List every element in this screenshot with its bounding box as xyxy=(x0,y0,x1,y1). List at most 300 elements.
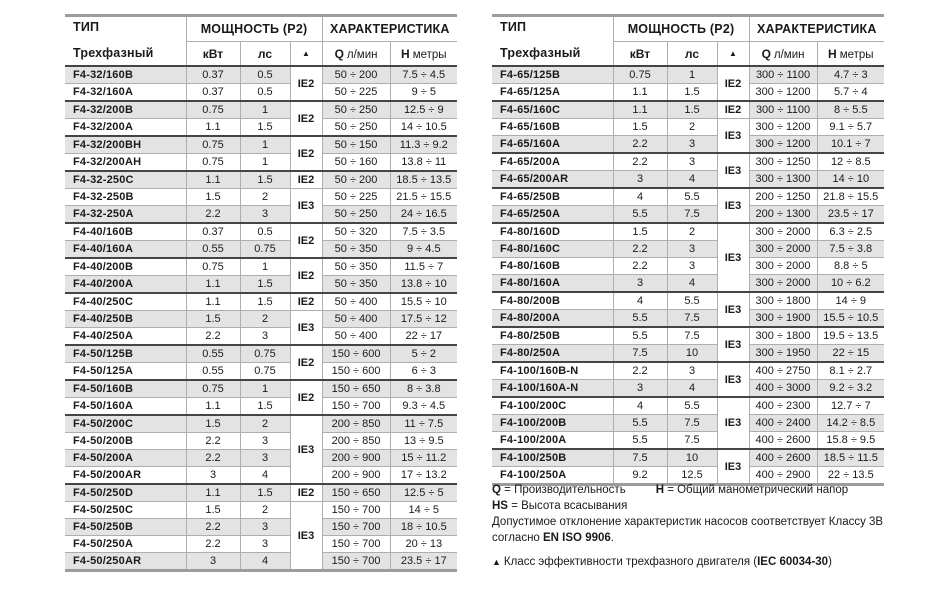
pump-family-group xyxy=(492,449,884,485)
power-kw: 1.1 xyxy=(186,484,240,502)
power-hp: 3 xyxy=(667,241,717,258)
h-label: H xyxy=(655,484,664,496)
table-row xyxy=(65,433,457,450)
flow-range: 150 ÷ 700 xyxy=(322,502,390,519)
efficiency-class: IE3 xyxy=(717,449,749,485)
power-kw: 1.1 xyxy=(186,276,240,294)
table-row xyxy=(65,398,457,416)
flow-range: 300 ÷ 2000 xyxy=(749,258,817,275)
pump-type: F4-32/200B xyxy=(65,101,186,119)
power-hp: 1 xyxy=(240,101,290,119)
q-label: Q xyxy=(492,484,501,496)
head-range: 13.8 ÷ 11 xyxy=(390,154,457,172)
head-range: 12 ÷ 8.5 xyxy=(817,153,884,171)
power-hp: 0.5 xyxy=(240,66,290,84)
power-kw: 2.2 xyxy=(613,362,667,380)
power-hp: 3 xyxy=(240,433,290,450)
efficiency-class: IE2 xyxy=(290,66,322,101)
power-column-header: МОЩНОСТЬ (P2) xyxy=(613,16,749,42)
table-row xyxy=(65,363,457,381)
head-range: 20 ÷ 13 xyxy=(390,536,457,553)
flow-range: 50 ÷ 400 xyxy=(322,311,390,328)
pump-type: F4-65/160C xyxy=(492,101,613,119)
table-row xyxy=(65,467,457,485)
table-row xyxy=(492,136,884,154)
flow-range: 50 ÷ 400 xyxy=(322,293,390,311)
table-header xyxy=(65,16,457,67)
head-symbol: H xyxy=(401,46,410,61)
power-kw: 1.5 xyxy=(613,223,667,241)
power-kw: 3 xyxy=(186,467,240,485)
type-subtitle: Трехфазный xyxy=(500,46,581,60)
flow-range: 200 ÷ 900 xyxy=(322,467,390,485)
footnote-efficiency xyxy=(492,554,944,570)
power-kw: 2.2 xyxy=(186,519,240,536)
table-row xyxy=(492,171,884,189)
power-hp: 1 xyxy=(240,154,290,172)
pump-type: F4-32-250B xyxy=(65,189,186,206)
power-hp: 1.5 xyxy=(667,101,717,119)
power-kw: 1.5 xyxy=(613,119,667,136)
flow-symbol: Q xyxy=(334,46,344,61)
efficiency-class: IE2 xyxy=(290,484,322,502)
head-range: 10.1 ÷ 7 xyxy=(817,136,884,154)
flow-range: 50 ÷ 150 xyxy=(322,136,390,154)
table-row xyxy=(65,171,457,189)
table-row xyxy=(492,223,884,241)
flow-range: 150 ÷ 700 xyxy=(322,519,390,536)
pump-type: F4-40/250A xyxy=(65,328,186,346)
pump-family-group xyxy=(492,66,884,101)
table-row xyxy=(65,189,457,206)
pump-family-group xyxy=(492,223,884,292)
pump-family-group xyxy=(65,171,457,223)
flow-column-header xyxy=(749,42,817,67)
efficiency-class: IE2 xyxy=(290,345,322,380)
head-unit: метры xyxy=(412,48,447,61)
power-hp: 1 xyxy=(240,136,290,154)
power-hp: 5.5 xyxy=(667,397,717,415)
table-row xyxy=(65,66,457,84)
flow-range: 50 ÷ 320 xyxy=(322,223,390,241)
power-kw: 1.5 xyxy=(186,502,240,519)
head-range: 21.5 ÷ 15.5 xyxy=(390,189,457,206)
power-hp: 1 xyxy=(240,258,290,276)
power-hp: 3 xyxy=(240,519,290,536)
tolerance-post: . xyxy=(610,532,614,544)
table-row xyxy=(492,241,884,258)
power-kw: 2.2 xyxy=(613,241,667,258)
head-range: 13.8 ÷ 10 xyxy=(390,276,457,294)
head-column-header xyxy=(817,42,884,67)
table-row xyxy=(492,345,884,363)
power-kw: 1.1 xyxy=(613,84,667,102)
table-row xyxy=(492,310,884,328)
power-hp: 1 xyxy=(667,66,717,84)
power-kw: 0.55 xyxy=(186,345,240,363)
pump-type: F4-80/250A xyxy=(492,345,613,363)
flow-range: 200 ÷ 850 xyxy=(322,433,390,450)
pump-type: F4-65/160A xyxy=(492,136,613,154)
table-row xyxy=(65,553,457,571)
efficiency-triangle-icon: ▲ xyxy=(717,42,749,67)
table-row xyxy=(65,276,457,294)
pump-type: F4-80/160C xyxy=(492,241,613,258)
flow-range: 300 ÷ 1800 xyxy=(749,292,817,310)
power-kw: 0.37 xyxy=(186,66,240,84)
pump-type: F4-50/250D xyxy=(65,484,186,502)
efficiency-class: IE3 xyxy=(290,189,322,224)
head-range: 9 ÷ 5 xyxy=(390,84,457,102)
table-row xyxy=(492,449,884,467)
table-row xyxy=(492,362,884,380)
power-hp: 1.5 xyxy=(240,276,290,294)
flow-range: 400 ÷ 2750 xyxy=(749,362,817,380)
head-range: 15 ÷ 11.2 xyxy=(390,450,457,467)
pump-type: F4-32-250A xyxy=(65,206,186,224)
footnote-tolerance-line1: Допустимое отклонение характеристик насосов соответствует Классу 3В xyxy=(492,516,884,528)
pump-type: F4-100/160B-N xyxy=(492,362,613,380)
flow-range: 300 ÷ 2000 xyxy=(749,223,817,241)
table-row xyxy=(65,206,457,224)
flow-range: 400 ÷ 2400 xyxy=(749,415,817,432)
type-subtitle: Трехфазный xyxy=(73,46,154,60)
power-kw: 2.2 xyxy=(186,328,240,346)
efficiency-class: IE3 xyxy=(717,188,749,223)
efficiency-class: IE2 xyxy=(290,171,322,189)
power-column-header: МОЩНОСТЬ (P2) xyxy=(186,16,322,42)
pump-type: F4-50/200C xyxy=(65,415,186,433)
power-hp: 0.75 xyxy=(240,363,290,381)
table-row xyxy=(492,380,884,398)
pump-family-group xyxy=(65,66,457,101)
power-kw: 1.1 xyxy=(186,119,240,137)
pump-family-group xyxy=(65,380,457,415)
head-range: 9 ÷ 4.5 xyxy=(390,241,457,259)
type-title: ТИП xyxy=(500,20,527,34)
power-hp: 7.5 xyxy=(667,415,717,432)
pump-type: F4-65/125B xyxy=(492,66,613,84)
flow-range: 200 ÷ 850 xyxy=(322,415,390,433)
flow-range: 300 ÷ 1300 xyxy=(749,171,817,189)
efficiency-class: IE2 xyxy=(290,101,322,136)
pump-type: F4-50/125B xyxy=(65,345,186,363)
type-column-header xyxy=(65,16,186,67)
efficiency-pre: Класс эффективности трехфазного двигателя ( xyxy=(503,556,758,568)
head-range: 5 ÷ 2 xyxy=(390,345,457,363)
head-range: 17 ÷ 13.2 xyxy=(390,467,457,485)
head-range: 22 ÷ 13.5 xyxy=(817,467,884,485)
flow-range: 300 ÷ 2000 xyxy=(749,241,817,258)
flow-unit: л/мин xyxy=(773,48,805,61)
efficiency-class: IE2 xyxy=(290,258,322,293)
table-row xyxy=(65,536,457,553)
power-hp: 0.5 xyxy=(240,223,290,241)
efficiency-standard: IEC 60034-30 xyxy=(757,556,829,568)
pump-table-right-container xyxy=(492,14,884,486)
head-range: 14 ÷ 10 xyxy=(817,171,884,189)
power-hp: 12.5 xyxy=(667,467,717,485)
efficiency-class: IE2 xyxy=(290,293,322,311)
pump-type: F4-50/250AR xyxy=(65,553,186,571)
head-range: 8 ÷ 5.5 xyxy=(817,101,884,119)
power-kw: 2.2 xyxy=(186,536,240,553)
head-range: 15.8 ÷ 9.5 xyxy=(817,432,884,450)
flow-range: 150 ÷ 600 xyxy=(322,345,390,363)
power-kw: 1.1 xyxy=(613,101,667,119)
power-kw: 0.75 xyxy=(186,380,240,398)
flow-range: 300 ÷ 2000 xyxy=(749,275,817,293)
head-range: 13 ÷ 9.5 xyxy=(390,433,457,450)
table-row xyxy=(492,206,884,224)
pump-family-group xyxy=(65,345,457,380)
head-range: 15.5 ÷ 10.5 xyxy=(817,310,884,328)
power-kw: 7.5 xyxy=(613,345,667,363)
power-kw: 4 xyxy=(613,292,667,310)
power-hp: 0.75 xyxy=(240,241,290,259)
flow-range: 50 ÷ 250 xyxy=(322,206,390,224)
table-row xyxy=(65,311,457,328)
power-kw: 9.2 xyxy=(613,467,667,485)
pump-family-group xyxy=(492,292,884,327)
head-range: 9.2 ÷ 3.2 xyxy=(817,380,884,398)
power-hp: 1.5 xyxy=(240,484,290,502)
pump-type: F4-80/200A xyxy=(492,310,613,328)
table-row xyxy=(65,223,457,241)
pump-type: F4-32-250C xyxy=(65,171,186,189)
table-row xyxy=(65,154,457,172)
flow-range: 200 ÷ 1300 xyxy=(749,206,817,224)
table-row xyxy=(492,84,884,102)
power-kw: 5.5 xyxy=(613,432,667,450)
table-header xyxy=(492,16,884,67)
flow-range: 150 ÷ 600 xyxy=(322,363,390,381)
table-row xyxy=(65,519,457,536)
flow-range: 400 ÷ 3000 xyxy=(749,380,817,398)
power-kw: 3 xyxy=(186,553,240,571)
flow-range: 150 ÷ 700 xyxy=(322,398,390,416)
pump-type: F4-100/160A-N xyxy=(492,380,613,398)
power-kw: 2.2 xyxy=(613,153,667,171)
power-hp: 1.5 xyxy=(240,398,290,416)
pump-family-group xyxy=(65,101,457,136)
table-row xyxy=(65,484,457,502)
head-range: 22 ÷ 17 xyxy=(390,328,457,346)
pump-type: F4-100/250A xyxy=(492,467,613,485)
pump-type: F4-32/200AH xyxy=(65,154,186,172)
pump-type: F4-40/200B xyxy=(65,258,186,276)
head-range: 22 ÷ 15 xyxy=(817,345,884,363)
hs-definition: = Высота всасывания xyxy=(511,500,628,512)
power-kw: 1.5 xyxy=(186,311,240,328)
pump-type: F4-32/160B xyxy=(65,66,186,84)
table-row xyxy=(65,101,457,119)
power-hp: 2 xyxy=(667,223,717,241)
efficiency-class: IE3 xyxy=(717,327,749,362)
flow-range: 50 ÷ 200 xyxy=(322,66,390,84)
power-hp: 5.5 xyxy=(667,292,717,310)
flow-symbol: Q xyxy=(761,46,771,61)
pump-type: F4-32/200A xyxy=(65,119,186,137)
flow-range: 50 ÷ 350 xyxy=(322,241,390,259)
power-kw: 0.75 xyxy=(613,66,667,84)
power-hp: 3 xyxy=(240,536,290,553)
pump-type: F4-80/160D xyxy=(492,223,613,241)
power-hp: 3 xyxy=(667,362,717,380)
table-row xyxy=(492,66,884,84)
power-kw: 0.37 xyxy=(186,223,240,241)
table-row xyxy=(492,275,884,293)
table-row xyxy=(492,327,884,345)
power-kw: 3 xyxy=(613,171,667,189)
head-range: 8.8 ÷ 5 xyxy=(817,258,884,275)
power-hp: 7.5 xyxy=(667,206,717,224)
q-definition: = Производительность xyxy=(504,484,626,496)
pump-type: F4-40/200A xyxy=(65,276,186,294)
head-range: 11.3 ÷ 9.2 xyxy=(390,136,457,154)
power-kw: 1.1 xyxy=(186,171,240,189)
head-range: 14 ÷ 10.5 xyxy=(390,119,457,137)
head-column-header xyxy=(390,42,457,67)
head-range: 24 ÷ 16.5 xyxy=(390,206,457,224)
flow-range: 50 ÷ 400 xyxy=(322,328,390,346)
pump-type: F4-50/160A xyxy=(65,398,186,416)
tolerance-standard: EN ISO 9906 xyxy=(543,532,611,544)
pump-family-group xyxy=(65,484,457,571)
pump-type: F4-50/160B xyxy=(65,380,186,398)
power-hp: 1 xyxy=(240,380,290,398)
head-range: 7.5 ÷ 3.5 xyxy=(390,223,457,241)
power-hp: 2 xyxy=(240,502,290,519)
flow-range: 200 ÷ 900 xyxy=(322,450,390,467)
pump-type: F4-100/200C xyxy=(492,397,613,415)
table-row xyxy=(492,258,884,275)
efficiency-class: IE2 xyxy=(290,223,322,258)
pump-type: F4-50/250A xyxy=(65,536,186,553)
head-range: 7.5 ÷ 4.5 xyxy=(390,66,457,84)
table-row xyxy=(492,153,884,171)
power-kw: 1.5 xyxy=(186,189,240,206)
table-row xyxy=(65,293,457,311)
efficiency-class: IE3 xyxy=(290,311,322,346)
power-kw: 0.55 xyxy=(186,241,240,259)
flow-range: 300 ÷ 1250 xyxy=(749,153,817,171)
pump-type: F4-50/250B xyxy=(65,519,186,536)
pump-type: F4-40/160A xyxy=(65,241,186,259)
head-range: 11 ÷ 7.5 xyxy=(390,415,457,433)
flow-range: 400 ÷ 2900 xyxy=(749,467,817,485)
flow-range: 300 ÷ 1200 xyxy=(749,136,817,154)
flow-range: 300 ÷ 1200 xyxy=(749,119,817,136)
pump-type: F4-65/200A xyxy=(492,153,613,171)
efficiency-post: ) xyxy=(828,556,832,568)
head-range: 10 ÷ 6.2 xyxy=(817,275,884,293)
pump-type: F4-40/250B xyxy=(65,311,186,328)
efficiency-class: IE2 xyxy=(717,101,749,119)
power-hp: 3 xyxy=(667,153,717,171)
table-row xyxy=(492,432,884,450)
efficiency-class: IE3 xyxy=(717,397,749,449)
footnote-q xyxy=(492,482,626,498)
head-range: 11.5 ÷ 7 xyxy=(390,258,457,276)
head-range: 21.8 ÷ 15.5 xyxy=(817,188,884,206)
head-range: 8 ÷ 3.8 xyxy=(390,380,457,398)
table-row xyxy=(65,258,457,276)
head-range: 6 ÷ 3 xyxy=(390,363,457,381)
flow-range: 150 ÷ 650 xyxy=(322,484,390,502)
efficiency-class: IE3 xyxy=(717,119,749,154)
kw-column-header: кВт xyxy=(613,42,667,67)
flow-range: 50 ÷ 225 xyxy=(322,189,390,206)
pump-family-group xyxy=(492,153,884,188)
power-kw: 2.2 xyxy=(186,450,240,467)
power-kw: 5.5 xyxy=(613,206,667,224)
head-range: 7.5 ÷ 3.8 xyxy=(817,241,884,258)
power-kw: 5.5 xyxy=(613,415,667,432)
power-hp: 7.5 xyxy=(667,432,717,450)
power-hp: 4 xyxy=(240,467,290,485)
power-kw: 0.75 xyxy=(186,136,240,154)
flow-range: 300 ÷ 1800 xyxy=(749,327,817,345)
power-hp: 0.75 xyxy=(240,345,290,363)
pump-type: F4-80/160A xyxy=(492,275,613,293)
pump-type: F4-50/200B xyxy=(65,433,186,450)
table-row xyxy=(65,450,457,467)
flow-range: 300 ÷ 1950 xyxy=(749,345,817,363)
efficiency-class: IE3 xyxy=(290,415,322,484)
pump-type: F4-80/160B xyxy=(492,258,613,275)
power-kw: 2.2 xyxy=(613,258,667,275)
flow-range: 150 ÷ 700 xyxy=(322,536,390,553)
power-kw: 3 xyxy=(613,380,667,398)
pump-table-left xyxy=(65,14,457,572)
pump-type: F4-80/200B xyxy=(492,292,613,310)
pump-family-group xyxy=(65,293,457,345)
flow-unit: л/мин xyxy=(346,48,378,61)
table-row xyxy=(65,241,457,259)
power-hp: 1.5 xyxy=(240,119,290,137)
pump-type: F4-32/160A xyxy=(65,84,186,102)
power-hp: 7.5 xyxy=(667,327,717,345)
power-hp: 10 xyxy=(667,449,717,467)
pump-type: F4-65/125A xyxy=(492,84,613,102)
pump-type: F4-100/200A xyxy=(492,432,613,450)
hs-label: HS xyxy=(492,500,508,512)
head-range: 12.5 ÷ 5 xyxy=(390,484,457,502)
pump-type: F4-50/200A xyxy=(65,450,186,467)
pump-family-group xyxy=(65,258,457,293)
power-hp: 3 xyxy=(667,136,717,154)
characteristics-column-header: ХАРАКТЕРИСТИКА xyxy=(749,16,884,42)
type-title: ТИП xyxy=(73,20,100,34)
pump-family-group xyxy=(492,101,884,153)
power-kw: 2.2 xyxy=(613,136,667,154)
power-hp: 3 xyxy=(240,450,290,467)
pump-family-group xyxy=(492,327,884,362)
head-range: 23.5 ÷ 17 xyxy=(390,553,457,571)
head-range: 15.5 ÷ 10 xyxy=(390,293,457,311)
head-range: 12.7 ÷ 7 xyxy=(817,397,884,415)
flow-range: 300 ÷ 1100 xyxy=(749,66,817,84)
pump-type: F4-50/125A xyxy=(65,363,186,381)
head-range: 6.3 ÷ 2.5 xyxy=(817,223,884,241)
power-kw: 2.2 xyxy=(186,433,240,450)
efficiency-class: IE3 xyxy=(290,502,322,571)
hp-column-header: лс xyxy=(240,42,290,67)
flow-range: 50 ÷ 350 xyxy=(322,258,390,276)
pump-family-group xyxy=(492,397,884,449)
type-column-header xyxy=(492,16,613,67)
